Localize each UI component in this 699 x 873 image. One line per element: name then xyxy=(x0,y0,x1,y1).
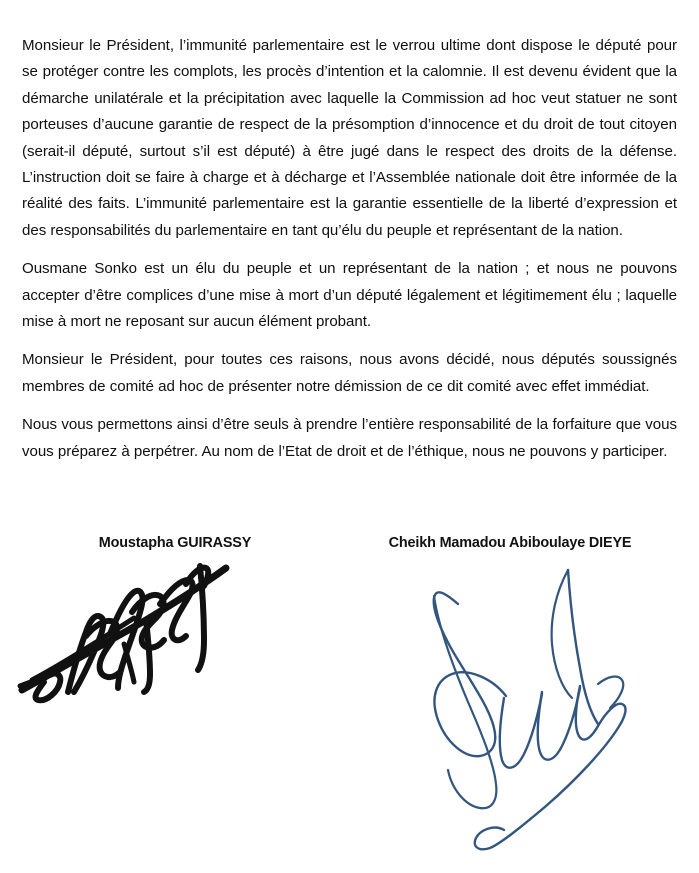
signatory-name-right: Cheikh Mamadou Abiboulaye DIEYE xyxy=(388,535,632,551)
signature-block-left xyxy=(0,535,350,551)
letter-body xyxy=(22,33,677,465)
signature-block-right xyxy=(330,535,690,551)
signatory-name-left: Moustapha GUIRASSY xyxy=(98,535,252,551)
paragraph-3: Monsieur le Président, pour toutes ces raisons, nous avons décidé, nous députés soussignés membres de comité ad hoc de présenter notre démission de ce dit comité avec effet immédiat. xyxy=(22,351,677,395)
handwritten-signature-black-icon xyxy=(14,540,234,710)
paragraph-1: Monsieur le Président, l’immunité parlementaire est le verrou ultime dont dispose le député pour se protéger contre les complots, les procès d’intention et la calomnie. Il est devenu évident que la démarche unilatérale et la précipitation avec laquelle la Commission ad hoc veut statuer ne sont porteuses d’aucune garantie de respect de la présomption d’innocence et du droit de tout citoyen (serait-il député, surtout s’il est député) à être jugé dans le respect des droits de la défense. L’instruction doit se faire à charge et à décharge et l’Assemblée nationale doit être informée de la réalité des faits. L’immunité parlementaire est la garantie essentielle de la liberté d’expression et des responsabilités du parlementaire en tant qu’élu du peuple et représentant de la nation. xyxy=(22,37,677,239)
paragraph-4: Nous vous permettons ainsi d’être seuls à prendre l’entière responsabilité de la forfaiture que vous vous préparez à perpétrer. Au nom de l’Etat de droit et de l’éthique, nous ne pouvons y participer. xyxy=(22,416,677,460)
paragraph-2: Ousmane Sonko est un élu du peuple et un représentant de la nation ; et nous ne pouvons accepter d’être complices d’une mise à mort d’un député légalement et légitimement élu ; laquelle mise à mort ne reposant sur aucun élément probant. xyxy=(22,260,677,331)
handwritten-signature-blue-icon xyxy=(408,552,648,867)
